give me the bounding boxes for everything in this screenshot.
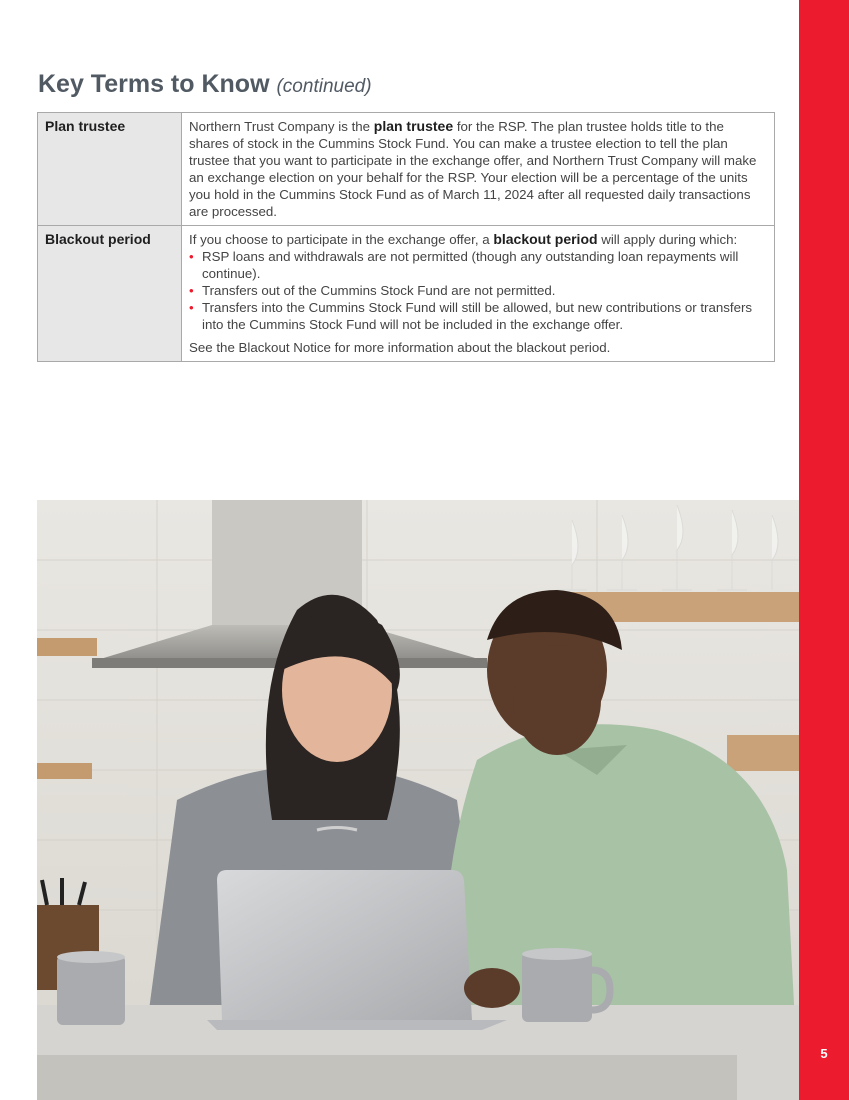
bullet-icon: • — [189, 283, 194, 298]
definition-text-part: Northern Trust Company is the — [189, 119, 374, 134]
list-item — [189, 282, 766, 299]
definition-bold-term: blackout period — [493, 231, 598, 247]
list-item — [189, 299, 766, 333]
definition-text-part: If you choose to participate in the exchange offer, a — [189, 232, 494, 247]
definition-bold-term: plan trustee — [373, 118, 454, 134]
bullet-icon: • — [189, 249, 194, 264]
page-title — [38, 70, 372, 99]
page-title-main: Key Terms to Know — [38, 70, 270, 98]
term-definition — [182, 113, 775, 226]
definition-closing-text: See the Blackout Notice for more information about the blackout period. — [189, 340, 611, 355]
key-terms-table — [37, 112, 775, 362]
term-label: Plan trustee — [38, 113, 182, 226]
definition-text-part: for the RSP. The plan trustee holds title to the shares of stock in the Cummins Stock Fund. You can make a trustee election to tell the plan trustee that you want to participate in the exchange offer, and Northern Trust Company will make an exchange election on your behalf for the RSP. Your election will be a percentage of the units you hold in the Cummins Stock Fund as of March 11, 2024 after all requested daily transactions are processed. — [189, 119, 757, 219]
kitchen-couple-laptop-photo — [37, 500, 799, 1100]
photo-illustration — [37, 500, 799, 1100]
page-title-continued: (continued) — [276, 76, 372, 97]
term-label: Blackout period — [38, 226, 182, 362]
list-item-text: RSP loans and withdrawals are not permitted (though any outstanding loan repayments will continue). — [202, 249, 739, 281]
red-side-bar — [799, 0, 849, 1100]
definition-text — [189, 118, 766, 220]
definition-text-part: will apply during which: — [597, 232, 738, 247]
list-item-text: Transfers out of the Cummins Stock Fund are not permitted. — [202, 283, 556, 298]
term-definition — [182, 226, 775, 362]
table-row — [38, 226, 775, 362]
definition-text — [189, 231, 766, 248]
page-number: 5 — [820, 1046, 828, 1061]
list-item-text: Transfers into the Cummins Stock Fund will still be allowed, but new contributions or transfers into the Cummins Stock Fund will not be included in the exchange offer. — [202, 300, 753, 332]
bullet-icon: • — [189, 300, 194, 315]
mug-left — [57, 951, 125, 1025]
list-item — [189, 248, 766, 282]
table-row — [38, 113, 775, 226]
